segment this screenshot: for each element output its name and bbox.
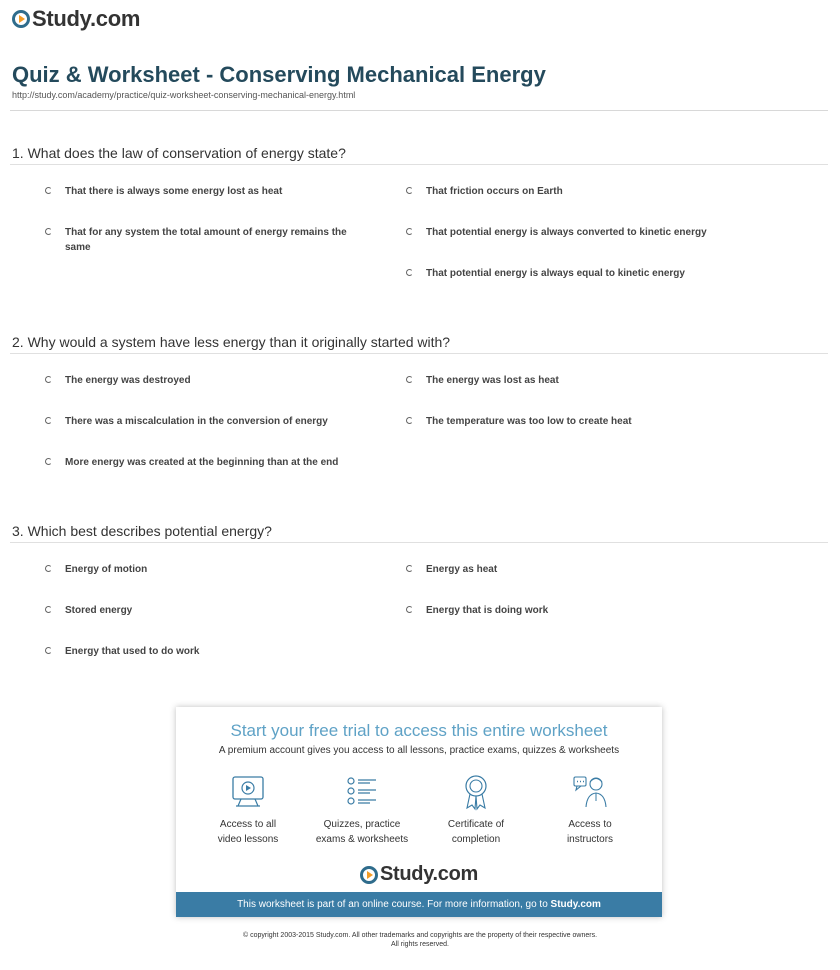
q2-option-b[interactable]: The energy was lost as heat xyxy=(426,373,766,388)
radio-icon[interactable] xyxy=(45,606,52,613)
feature-video-line2: video lessons xyxy=(217,834,279,845)
radio-icon[interactable] xyxy=(406,565,413,572)
q2-option-e[interactable]: More energy was created at the beginning than at the end xyxy=(65,455,385,470)
promo-bar-text: This worksheet is part of an online course. For more information, go to xyxy=(237,899,548,910)
promo-info-bar xyxy=(176,892,662,917)
study-logo[interactable] xyxy=(12,6,140,32)
copyright xyxy=(0,931,840,949)
q3-option-a[interactable]: Energy of motion xyxy=(65,562,385,577)
radio-icon[interactable] xyxy=(45,187,52,194)
radio-icon[interactable] xyxy=(45,458,52,465)
feature-certificate-line1: Certificate of xyxy=(447,819,505,830)
question-2-divider xyxy=(10,353,828,354)
q1-option-b[interactable]: That friction occurs on Earth xyxy=(426,184,766,199)
feature-certificate xyxy=(421,773,531,847)
feature-instructors-line1: Access to xyxy=(568,819,612,830)
free-trial-promo[interactable] xyxy=(176,707,662,917)
radio-icon[interactable] xyxy=(45,376,52,383)
radio-icon[interactable] xyxy=(406,269,413,276)
copyright-line1: © copyright 2003-2015 Study.com. All other trademarks and copyrights are the property of their respective owners. xyxy=(242,932,598,939)
promo-headline[interactable]: Start your free trial to access this entire worksheet xyxy=(230,721,608,740)
radio-icon[interactable] xyxy=(45,228,52,235)
radio-icon[interactable] xyxy=(406,606,413,613)
feature-quizzes xyxy=(307,773,417,847)
header-divider xyxy=(10,110,828,111)
question-3: 3. Which best describes potential energy? xyxy=(12,523,272,539)
q3-option-b[interactable]: Energy as heat xyxy=(426,562,766,577)
radio-icon[interactable] xyxy=(45,417,52,424)
feature-quizzes-line2: exams & worksheets xyxy=(315,834,409,845)
instructor-icon xyxy=(572,773,608,811)
promo-logo[interactable] xyxy=(176,863,662,889)
feature-video-lessons xyxy=(193,773,303,847)
study-logo-icon xyxy=(12,10,30,28)
feature-quizzes-line1: Quizzes, practice xyxy=(323,819,401,830)
q1-option-a[interactable]: That there is always some energy lost as heat xyxy=(65,184,385,199)
feature-instructors-line2: instructors xyxy=(566,834,614,845)
radio-icon[interactable] xyxy=(406,187,413,194)
quiz-list-icon xyxy=(344,773,380,811)
q1-option-c[interactable]: That for any system the total amount of energy remains the same xyxy=(65,225,375,255)
feature-instructors xyxy=(535,773,645,847)
study-logo-text: Study.com xyxy=(32,6,141,31)
question-2: 2. Why would a system have less energy than it originally started with? xyxy=(12,334,451,350)
copyright-line2: All rights reserved. xyxy=(391,941,449,948)
promo-subline: A premium account gives you access to all lessons, practice exams, quizzes & worksheets xyxy=(218,745,620,756)
q1-option-e[interactable]: That potential energy is always equal to kinetic energy xyxy=(426,266,766,281)
page-url: http://study.com/academy/practice/quiz-worksheet-conserving-mechanical-energy.html xyxy=(12,90,356,100)
question-3-divider xyxy=(10,542,828,543)
feature-video-line1: Access to all xyxy=(219,819,277,830)
certificate-icon xyxy=(458,773,494,811)
question-1: 1. What does the law of conservation of energy state? xyxy=(12,145,346,161)
q2-option-c[interactable]: There was a miscalculation in the conversion of energy xyxy=(65,414,385,429)
radio-icon[interactable] xyxy=(45,647,52,654)
q3-option-e[interactable]: Energy that used to do work xyxy=(65,644,385,659)
q3-option-d[interactable]: Energy that is doing work xyxy=(426,603,766,618)
q1-option-d[interactable]: That potential energy is always converted to kinetic energy xyxy=(426,225,766,240)
page-title: Quiz & Worksheet - Conserving Mechanical Energy xyxy=(12,62,546,87)
q3-option-c[interactable]: Stored energy xyxy=(65,603,385,618)
video-lessons-icon xyxy=(230,773,266,811)
radio-icon[interactable] xyxy=(406,376,413,383)
q2-option-a[interactable]: The energy was destroyed xyxy=(65,373,385,388)
q2-option-d[interactable]: The temperature was too low to create heat xyxy=(426,414,766,429)
promo-logo-icon xyxy=(360,866,378,884)
promo-bar-link[interactable]: Study.com xyxy=(550,899,601,910)
promo-logo-text: Study.com xyxy=(379,863,479,885)
question-1-divider xyxy=(10,164,828,165)
radio-icon[interactable] xyxy=(406,228,413,235)
feature-certificate-line2: completion xyxy=(451,834,501,845)
radio-icon[interactable] xyxy=(45,565,52,572)
radio-icon[interactable] xyxy=(406,417,413,424)
